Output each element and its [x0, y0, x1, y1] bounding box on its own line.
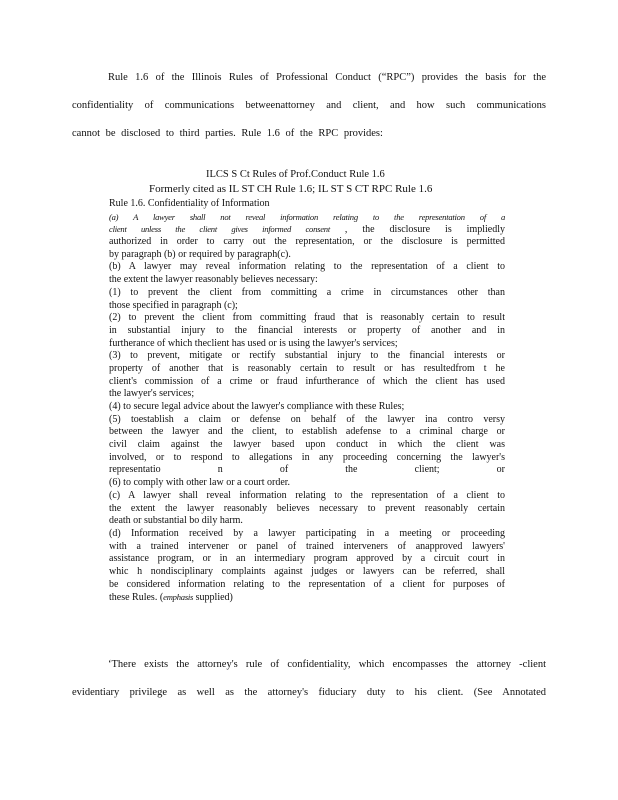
rule-line: property of another that is reasonably certain to result or has resultedfrom t he	[109, 362, 505, 374]
rule-d-text: these Rules. (	[109, 592, 164, 604]
rule-line: the extent the lawyer reasonably believes necessary to prevent reasonably certain	[109, 502, 505, 514]
rule-line: assistance program, or in an intermediary program approved by a circuit court in	[109, 553, 505, 565]
intro-line: Rule 1.6 of the Illinois Rules of Professional Conduct (“RPC”) provides the basis for the	[108, 72, 546, 83]
rule-line: the lawyer's services;	[109, 388, 195, 400]
rule-line: (6) to comply with other law or a court order.	[109, 477, 291, 489]
intro-line: cannot be disclosed to third parties. Rule 1.6 of the RPC provides:	[72, 128, 383, 139]
rule-line: (4) to secure legal advice about the lawyer's compliance with these Rules;	[109, 401, 405, 412]
rule-a-condensed: (a) A lawyer shall not reveal information relating to the representation of a	[109, 211, 505, 222]
rule-line: (b) A lawyer may reveal information relating to the representation of a client to	[109, 261, 505, 273]
closing-line: ‘There exists the attorney's rule of confidentiality, which encompasses the attorney -client	[108, 659, 546, 670]
rule-line: with a trained intervener or panel of trained interveners of anapproved lawyers'	[109, 540, 505, 552]
rule-a-condensed: client unless the client gives informed consent	[109, 224, 330, 235]
rule-text	[109, 198, 505, 604]
rule-line: (3) to prevent, mitigate or rectify substantial injury to the financial interests or	[109, 350, 505, 362]
emphasis-note: emphasis	[163, 592, 194, 603]
citation-heading: ILCS S Ct Rules of Prof.Conduct Rule 1.6	[206, 169, 385, 180]
rule-d-text: supplied)	[193, 592, 233, 604]
rule-line: the extent the lawyer reasonably believes necessary:	[109, 274, 318, 286]
rule-line: those specified in paragraph (c);	[109, 299, 238, 311]
rule-line: (d) Information received by a lawyer participating in a meeting or proceeding	[109, 527, 505, 539]
rule-line: authorized in order to carry out the representation, or the disclosure is permitted	[109, 236, 505, 248]
rule-line: representatio n of the client; or	[109, 464, 505, 476]
rule-line	[109, 211, 505, 224]
rule-line	[109, 591, 505, 604]
rule-line: client's commission of a crime or fraud infurtherance of which the client has used	[109, 375, 505, 387]
rule-line: between the lawyer and the client, to establish adefense to a criminal charge or	[109, 426, 505, 438]
rule-line: civil claim against the lawyer based upon conduct in which the client was	[109, 439, 505, 451]
citation-formerly: Formerly cited as IL ST CH Rule 1.6; IL ST S CT RPC Rule 1.6	[149, 183, 433, 195]
rule-line: (5) toestablish a claim or defense on behalf of the lawyer ina contro versy	[109, 413, 505, 425]
rule-line: (1) to prevent the client from committing a crime in circumstances other than	[109, 286, 505, 298]
rule-line: whic h nondisciplinary complaints against judges or lawyers can be referred, shall	[109, 565, 505, 577]
closing-line: evidentiary privilege as well as the attorney's fiduciary duty to his client. (See Annotated	[72, 687, 546, 698]
rule-line: involved, or to respond to allegations in any proceeding concerning the lawyer's	[109, 451, 505, 463]
rule-line	[109, 223, 505, 236]
rule-line: in substantial injury to the financial interests or property of another and in	[109, 324, 505, 336]
intro-line: confidentiality of communications betweenattorney and client, and how such communications	[72, 100, 546, 111]
rule-line: (c) A lawyer shall reveal information relating to the representation of a client to	[109, 489, 505, 501]
rule-line: death or substantial bo dily harm.	[109, 515, 243, 527]
rule-a-rest: , the disclosure is impliedly	[329, 224, 505, 236]
rule-title: Rule 1.6. Confidentiality of Information	[109, 198, 270, 209]
rule-line: furtherance of which theclient has used or is using the lawyer's services;	[109, 337, 398, 349]
rule-line: by paragraph (b) or required by paragraph(c).	[109, 248, 291, 260]
rule-line: be considered information relating to the representation of a client for purposes of	[109, 578, 505, 590]
rule-line: (2) to prevent the client from committing fraud that is reasonably certain to result	[109, 312, 505, 324]
